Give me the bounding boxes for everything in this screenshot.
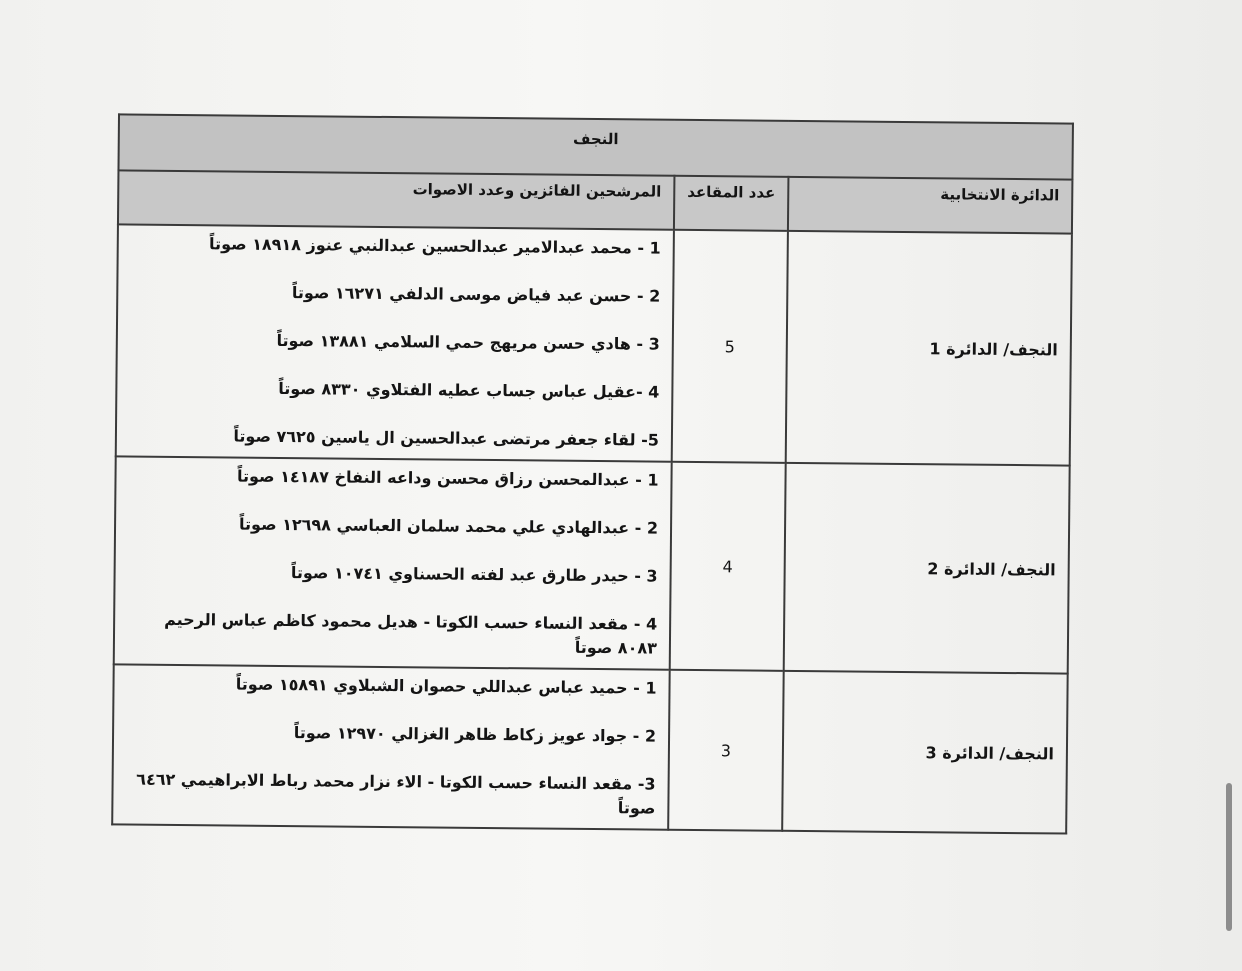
winners-list — [112, 664, 670, 829]
winners-list — [116, 224, 674, 461]
winner-entry: 3 - هادي حسن مريهج حمي السلامي ١٣٨٨١ صوتاً — [276, 330, 660, 354]
winner-entry: 1 - حميد عباس عبداللي حصوان الشبلاوي ١٥٨٩١ صوتاً — [235, 674, 657, 698]
district-name: النجف/ الدائرة 1 — [786, 231, 1072, 466]
header-district: الدائرة الانتخابية — [788, 177, 1073, 234]
table-header-row — [118, 170, 1072, 233]
district-name: النجف/ الدائرة 2 — [784, 463, 1070, 674]
district-name: النجف/ الدائرة 3 — [782, 671, 1068, 834]
winner-entry: 4 - مقعد النساء حسب الكوتا - هديل محمود كاظم عباس الرحيم ٨٠٨٣ صوتاً — [164, 609, 658, 658]
winner-entry: 4 -عقيل عباس جساب عطيه الفتلاوي ٨٣٣٠ صوتاً — [278, 378, 660, 402]
table-title-row — [118, 114, 1072, 179]
table-row — [114, 456, 1070, 673]
seats-count: 4 — [670, 462, 786, 671]
seats-count: 5 — [672, 230, 788, 463]
winner-entry: 2 - حسن عبد فياض موسى الدلفي ١٦٢٧١ صوتاً — [291, 283, 661, 306]
header-seats: عدد المقاعد — [674, 176, 789, 231]
winner-entry: 1 - عبدالمحسن رزاق محسن وداعه النفاخ ١٤١٨٧ صوتاً — [236, 466, 659, 490]
winner-entry: 1 - محمد عبدالامير عبدالحسين عبدالنبي عنوز ١٨٩١٨ صوتاً — [209, 234, 661, 258]
scrollbar-thumb[interactable] — [1226, 783, 1232, 931]
table-row — [116, 224, 1072, 465]
winner-entry: 3- مقعد النساء حسب الكوتا - الاء نزار محمد رباط الابراهيمي ٦٤٦٢ صوتاً — [136, 769, 656, 818]
winner-entry: 3 - حيدر طارق عبد لفته الحسناوي ١٠٧٤١ صوتاً — [290, 563, 658, 586]
winners-list — [114, 456, 672, 669]
table-row — [112, 664, 1067, 833]
winner-entry: 2 - عبدالهادي علي محمد سلمان العباسي ١٢٦٩٨ صوتاً — [238, 514, 659, 538]
header-winners: المرشحين الفائزين وعدد الاصوات — [118, 170, 674, 229]
table-title: النجف — [118, 114, 1072, 179]
winner-entry: 5- لقاء جعفر مرتضى عبدالحسين ال ياسين ٧٦٢٥ صوتاً — [233, 426, 660, 450]
winner-entry: 2 - جواد عويز زكاط ظاهر الغزالي ١٢٩٧٠ صوتاً — [293, 723, 657, 746]
election-results-table — [111, 113, 1074, 834]
seats-count: 3 — [668, 670, 784, 831]
